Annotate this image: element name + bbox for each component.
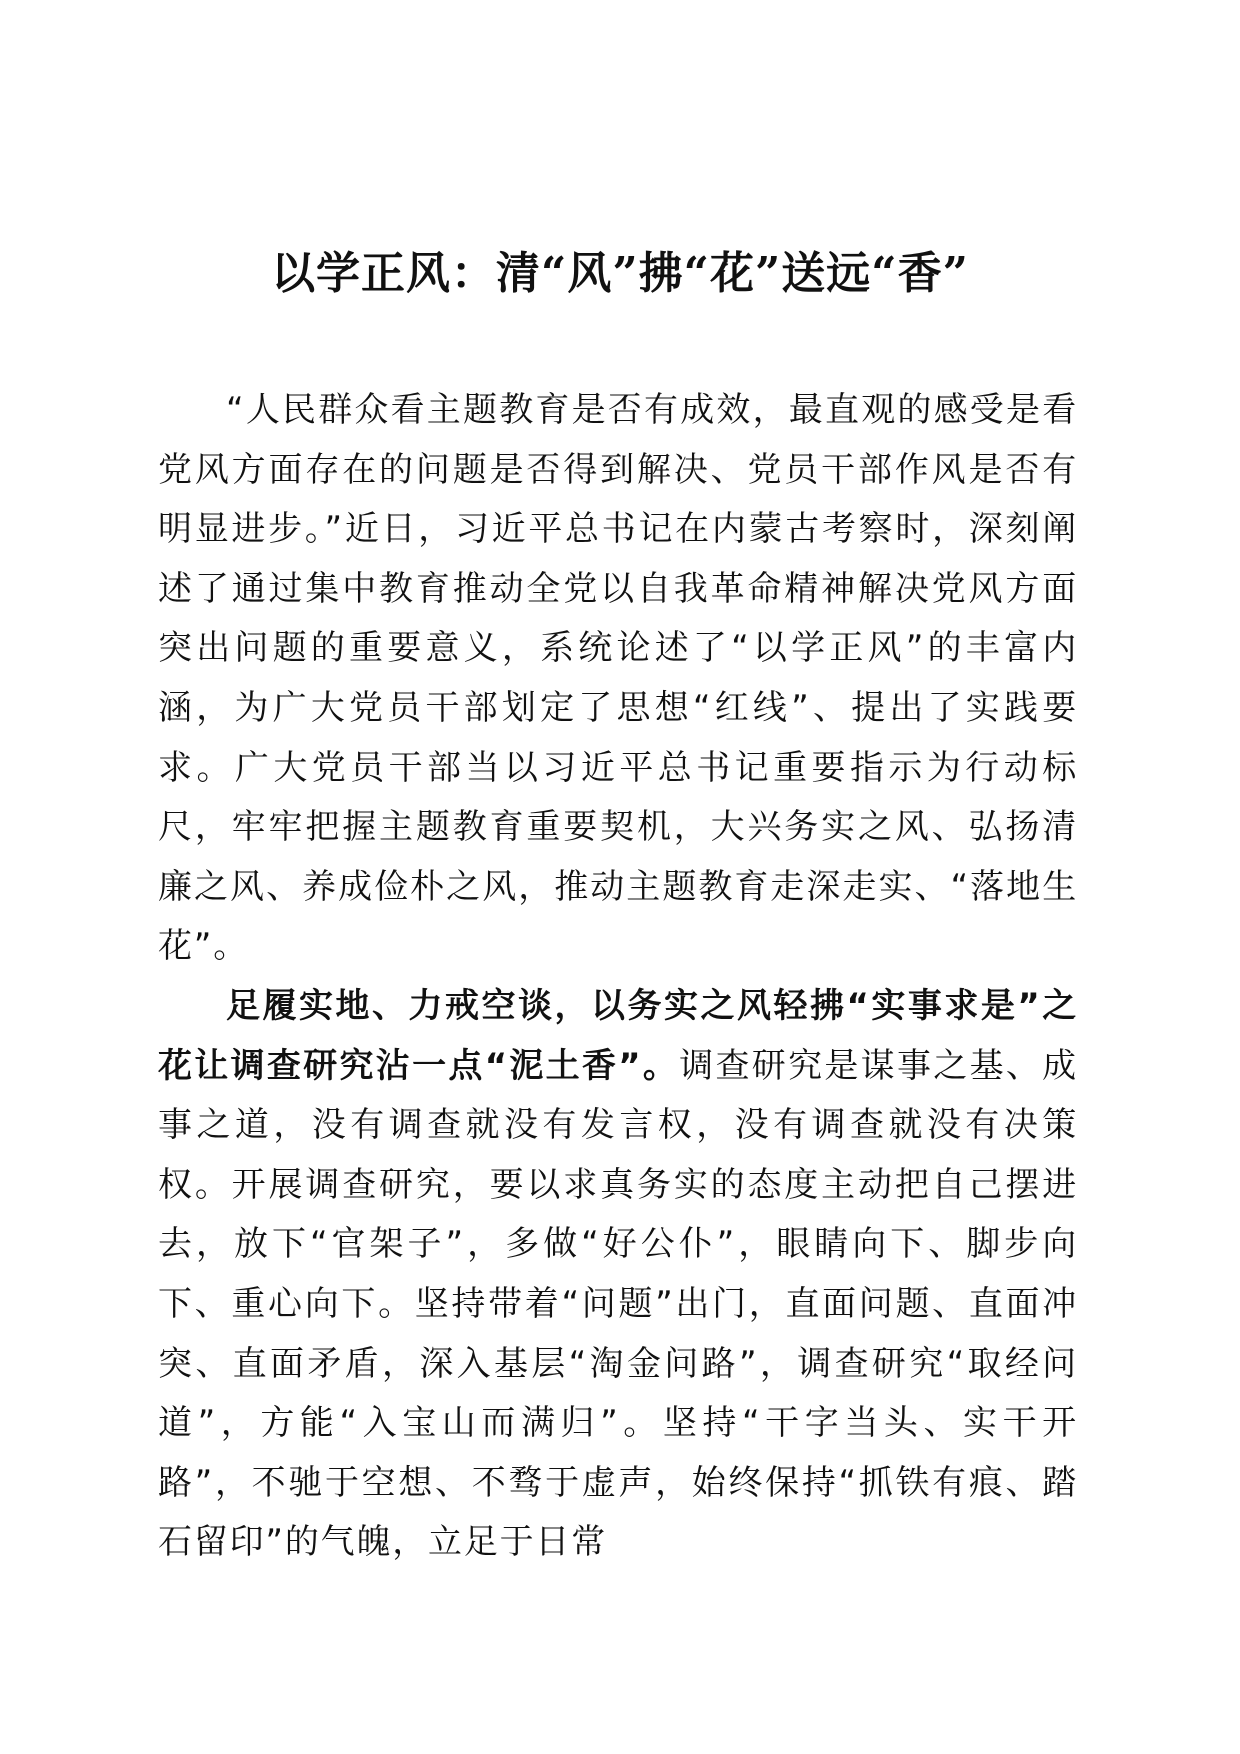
- document-body: [158, 381, 1078, 1573]
- paragraph-intro: [158, 381, 1078, 977]
- section-1-text: 调查研究是谋事之基、成事之道，没有调查就没有发言权，没有调查就没有决策权。开展调查研究，要以求真务实的态度主动把自己摆进去，放下“官架子”，多做“好公仆”，眼睛向下、脚步向下、重心向下。坚持带着“问题”出门，直面问题、直面冲突、直面矛盾，深入基层“淘金问路”，调查研究“取经问道”，方能“入宝山而满归”。坚持“干字当头、实干开路”，不驰于空想、不骛于虚声，始终保持“抓铁有痕、踏石留印”的气魄，立足于日常: [158, 1045, 1078, 1563]
- document-title: 以学正风：清“风”拂“花”送远“香”: [271, 248, 969, 299]
- paragraph-intro-text: “人民群众看主题教育是否有成效，最直观的感受是看党风方面存在的问题是否得到解决、党员干部作风是否有明显进步。”近日，习近平总书记在内蒙古考察时，深刻阐述了通过集中教育推动全党以自我革命精神解决党风方面突出问题的重要意义，系统论述了“以学正风”的丰富内涵，为广大党员干部划定了思想“红线”、提出了实践要求。广大党员干部当以习近平总书记重要指示为行动标尺，牢牢把握主题教育重要契机，大兴务实之风、弘扬清廉之风、养成俭朴之风，推动主题教育走深走实、“落地生花”。: [158, 390, 1078, 967]
- section-1-heading: 足履实地、力戒空谈，以务实之风轻拂“实事求是”之花让调查研究沾一点“泥土香”。: [158, 985, 1078, 1086]
- paragraph-section-1: [158, 977, 1078, 1573]
